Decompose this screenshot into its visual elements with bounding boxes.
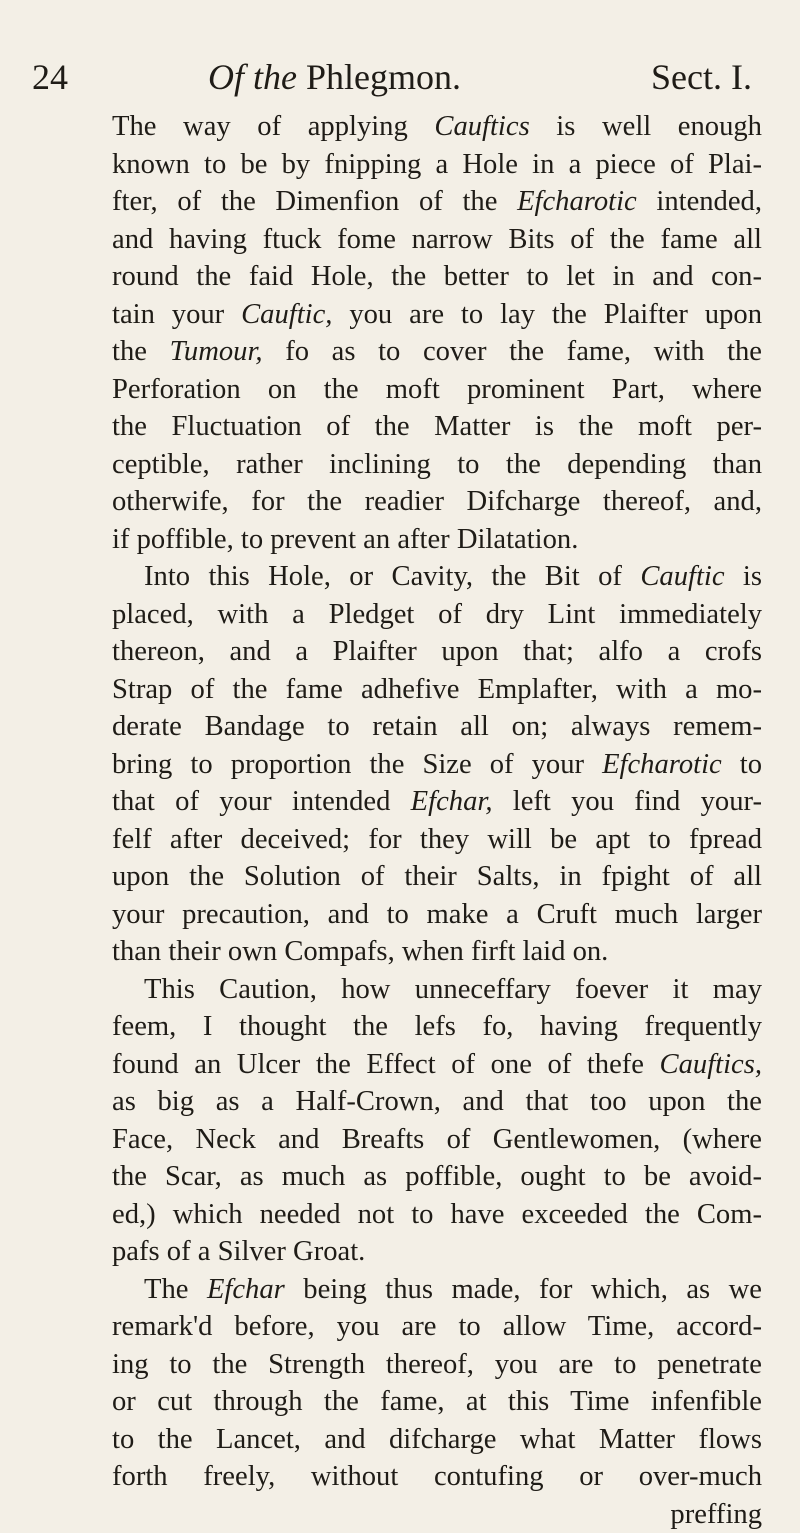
italic-term: Tumour, (170, 336, 263, 367)
text-run: ceptible, rather inclining to the depending than (112, 449, 762, 480)
text-run: ing to the Strength thereof, you are to penetrate (112, 1349, 762, 1380)
text-run: to the Lancet, and difcharge what Matter flows (112, 1424, 762, 1455)
text-line (112, 521, 762, 559)
italic-term: Efchar, (411, 786, 493, 817)
text-line (112, 483, 762, 521)
text-run: intended, (637, 186, 762, 217)
running-title (208, 52, 461, 102)
text-run: fo as to cover the fame, with the (263, 336, 762, 367)
text-run: the Scar, as much as poffible, ought to be avoid- (112, 1161, 762, 1192)
text-line (112, 446, 762, 484)
text-run: Strap of the fame adhefive Emplafter, with a mo- (112, 674, 762, 705)
text-line (112, 146, 762, 184)
running-title-main: Phlegmon. (306, 57, 461, 97)
italic-term: Cauftic, (241, 299, 332, 330)
text-run: the Fluctuation of the Matter is the moft per- (112, 411, 762, 442)
text-line (112, 596, 762, 634)
text-run: ed,) which needed not to have exceeded the Com- (112, 1199, 762, 1230)
text-line (112, 746, 762, 784)
text-run: forth freely, without contufing or over-much (112, 1461, 762, 1492)
section-reference: Sect. I. (651, 52, 752, 102)
text-line (112, 1383, 762, 1421)
text-run: Into this Hole, or Cavity, the Bit of (144, 561, 640, 592)
italic-term: Cauftics (434, 111, 529, 142)
text-run: Perforation on the moft prominent Part, where (112, 374, 762, 405)
text-line (112, 1083, 762, 1121)
text-line (112, 558, 762, 596)
text-line (112, 783, 762, 821)
text-line (112, 971, 762, 1009)
text-run: otherwife, for the readier Difcharge thereof, and, (112, 486, 762, 517)
text-line (112, 183, 762, 221)
italic-term: Efchar (207, 1274, 285, 1305)
text-line (112, 1158, 762, 1196)
text-line (112, 1496, 762, 1533)
text-line (112, 296, 762, 334)
text-run: pafs of a Silver Groat. (112, 1236, 365, 1267)
text-run: your precaution, and to make a Cruft much larger (112, 899, 762, 930)
text-run: Face, Neck and Breafts of Gentlewomen, (where (112, 1124, 762, 1155)
text-run: The way of applying (112, 111, 434, 142)
text-run: to (722, 749, 762, 780)
text-run: being thus made, for which, as we (285, 1274, 762, 1305)
text-run: feem, I thought the lefs fo, having frequently (112, 1011, 762, 1042)
text-line (112, 708, 762, 746)
text-run: fter, of the Dimenfion of the (112, 186, 517, 217)
text-line (112, 258, 762, 296)
text-run: tain your (112, 299, 241, 330)
text-line (112, 1308, 762, 1346)
text-run: than their own Compafs, when firft laid on. (112, 936, 608, 967)
text-line (112, 1008, 762, 1046)
text-run: derate Bandage to retain all on; always remem- (112, 711, 762, 742)
text-line (112, 821, 762, 859)
italic-term: Cauftic (640, 561, 724, 592)
running-title-prefix: Of the (208, 57, 297, 97)
text-line (112, 108, 762, 146)
text-run: known to be by fnipping a Hole in a piece of Plai- (112, 149, 762, 180)
text-run: that of your intended (112, 786, 411, 817)
text-line (112, 371, 762, 409)
text-run: felf after deceived; for they will be apt to fpread (112, 824, 762, 855)
body-text (112, 108, 762, 1533)
text-run: upon the Solution of their Salts, in fpight of all (112, 861, 762, 892)
text-line (112, 671, 762, 709)
italic-term: Cauftics, (660, 1049, 762, 1080)
text-run: preffing (670, 1499, 762, 1530)
text-line (112, 933, 762, 971)
text-run: and having ftuck fome narrow Bits of the fame all (112, 224, 762, 255)
text-line (112, 1121, 762, 1159)
text-line (112, 1196, 762, 1234)
text-run: left you find your- (492, 786, 762, 817)
page-number: 24 (32, 52, 68, 102)
text-run: placed, with a Pledget of dry Lint immediately (112, 599, 762, 630)
text-line (112, 333, 762, 371)
text-line (112, 896, 762, 934)
italic-term: Efcharotic (602, 749, 722, 780)
italic-term: Efcharotic (517, 186, 637, 217)
text-line (112, 633, 762, 671)
text-line (112, 1271, 762, 1309)
text-run: is well enough (530, 111, 762, 142)
text-line (112, 1046, 762, 1084)
text-run: you are to lay the Plaifter upon (332, 299, 762, 330)
text-run: round the faid Hole, the better to let in and con- (112, 261, 762, 292)
text-run: is (725, 561, 762, 592)
text-line (112, 1421, 762, 1459)
text-line (112, 408, 762, 446)
text-run: as big as a Half-Crown, and that too upon the (112, 1086, 762, 1117)
text-run: the (112, 336, 170, 367)
text-run: remark'd before, you are to allow Time, accord- (112, 1311, 762, 1342)
text-run: The (144, 1274, 207, 1305)
text-run: or cut through the fame, at this Time infenfible (112, 1386, 762, 1417)
text-line (112, 858, 762, 896)
running-header (32, 52, 752, 102)
text-run: bring to proportion the Size of your (112, 749, 602, 780)
text-line (112, 1233, 762, 1271)
text-line (112, 1346, 762, 1384)
text-run: if poffible, to prevent an after Dilatation. (112, 524, 578, 555)
text-run: This Caution, how unneceffary foever it may (144, 974, 762, 1005)
text-run: found an Ulcer the Effect of one of thefe (112, 1049, 660, 1080)
text-line (112, 1458, 762, 1496)
text-run: thereon, and a Plaifter upon that; alfo a crofs (112, 636, 762, 667)
text-line (112, 221, 762, 259)
